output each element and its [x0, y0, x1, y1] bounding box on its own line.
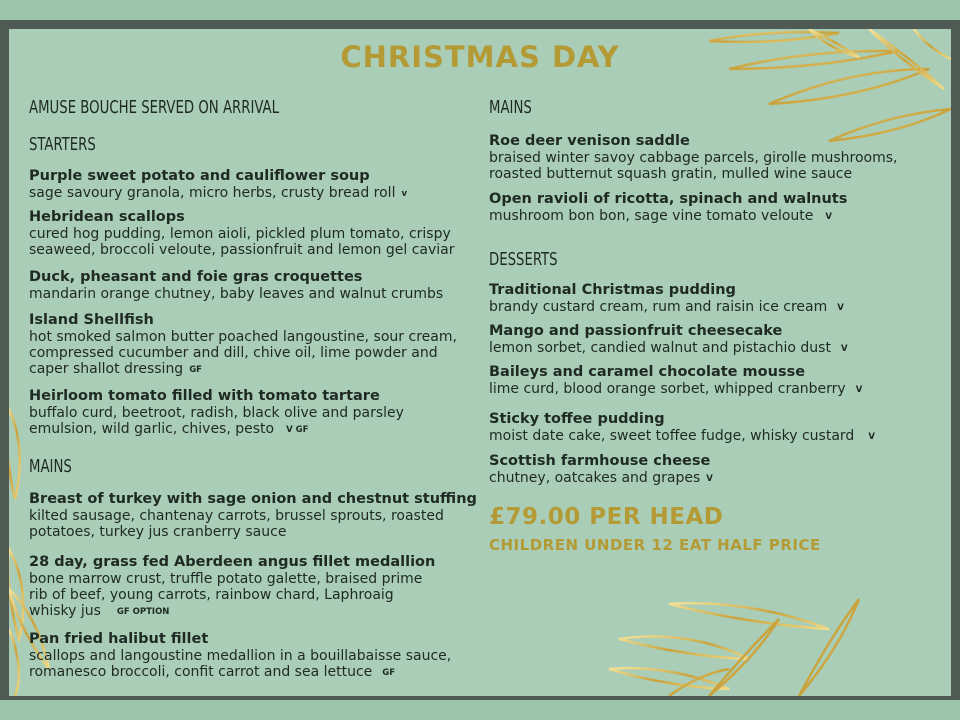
dish-name: 28 day, grass fed Aberdeen angus fillet medallion — [29, 554, 436, 570]
dietary-tag: GF — [382, 668, 396, 678]
dish-name: Traditional Christmas pudding — [489, 282, 736, 298]
dish-name: Baileys and caramel chocolate mousse — [489, 364, 806, 380]
dish-description: rib of beef, young carrots, rainbow chard, Laphroaig — [29, 587, 394, 603]
dish-description: brandy custard cream, rum and raisin ice cream V — [489, 299, 844, 315]
main-item — [29, 631, 451, 681]
dish-description: caper shallot dressing GF — [29, 361, 202, 377]
dish-description: compressed cucumber and dill, chive oil, lime powder and — [29, 345, 438, 361]
children-price-note: CHILDREN UNDER 12 EAT HALF PRICE — [489, 536, 821, 554]
dish-description: bone marrow crust, truffle potato galette, braised prime — [29, 571, 423, 587]
dietary-tag: V — [868, 432, 875, 442]
dish-description: scallops and langoustine medallion in a bouillabaisse sauce, — [29, 648, 452, 664]
dish-description: emulsion, wild garlic, chives, pesto V GF — [29, 421, 309, 437]
dish-description: potatoes, turkey jus cranberry sauce — [29, 524, 287, 540]
mains-heading-right: MAINS — [489, 97, 532, 118]
dish-description: braised winter savoy cabbage parcels, girolle mushrooms, — [489, 150, 898, 166]
dish-description: cured hog pudding, lemon aioli, pickled plum tomato, crispy — [29, 226, 451, 242]
starter-item — [29, 209, 454, 258]
dish-description: mushroom bon bon, sage vine tomato veloute V — [489, 208, 832, 224]
amuse-bouche-heading: AMUSE BOUCHE SERVED ON ARRIVAL — [29, 97, 279, 118]
starter-item — [29, 269, 443, 302]
dish-name: Island Shellfish — [29, 312, 154, 328]
dish-name: Roe deer venison saddle — [489, 133, 690, 149]
starter-item — [29, 168, 407, 202]
starter-item — [29, 388, 404, 438]
dish-name: Hebridean scallops — [29, 209, 185, 225]
dish-description: seaweed, broccoli veloute, passionfruit and lemon gel caviar — [29, 242, 455, 258]
mains-heading-left: MAINS — [29, 456, 72, 477]
dessert-item — [489, 282, 844, 316]
dish-name: Heirloom tomato filled with tomato tartare — [29, 388, 380, 404]
dish-description: chutney, oatcakes and grapes V — [489, 470, 713, 486]
leaf-sprig-bottom-right — [609, 599, 859, 696]
dish-name: Open ravioli of ricotta, spinach and walnuts — [489, 191, 848, 207]
dietary-tag: v — [401, 189, 408, 199]
dish-description: roasted butternut squash gratin, mulled wine sauce — [489, 166, 853, 182]
menu-title: CHRISTMAS DAY — [340, 40, 620, 74]
dish-name: Duck, pheasant and foie gras croquettes — [29, 269, 363, 285]
desserts-heading: DESSERTS — [489, 249, 558, 270]
dish-name: Purple sweet potato and cauliflower soup — [29, 168, 370, 184]
dish-description: sage savoury granola, micro herbs, crusty bread roll v — [29, 185, 408, 201]
dietary-tag: GF OPTION — [116, 607, 170, 617]
dietary-tag: V — [825, 212, 832, 222]
dietary-tag: V — [837, 303, 844, 313]
dish-name: Sticky toffee pudding — [489, 411, 665, 427]
dish-name: Breast of turkey with sage onion and chestnut stuffing — [29, 491, 477, 507]
dish-name: Mango and passionfruit cheesecake — [489, 323, 783, 339]
dietary-tag: V — [706, 474, 713, 484]
dietary-tag: GF — [189, 365, 202, 375]
dish-description: moist date cake, sweet toffee fudge, whisky custard V — [489, 428, 875, 444]
menu-card — [9, 29, 951, 696]
dish-description: lime curd, blood orange sorbet, whipped cranberry V — [489, 381, 863, 397]
main-item — [489, 191, 847, 225]
dessert-item — [489, 323, 848, 357]
starters-heading: STARTERS — [29, 134, 96, 155]
dish-description: romanesco broccoli, confit carrot and sea lettuce GF — [29, 664, 396, 680]
dessert-item — [489, 364, 862, 398]
dish-name: Scottish farmhouse cheese — [489, 453, 711, 469]
dish-name: Pan fried halibut fillet — [29, 631, 209, 647]
dish-description: buffalo curd, beetroot, radish, black olive and parsley — [29, 405, 404, 421]
dish-description: kilted sausage, chantenay carrots, brussel sprouts, roasted — [29, 508, 444, 524]
dish-description: lemon sorbet, candied walnut and pistachio dust V — [489, 340, 848, 356]
dish-description: hot smoked salmon butter poached langoustine, sour cream, — [29, 329, 457, 345]
dietary-tag: V — [840, 344, 848, 354]
dessert-item — [489, 453, 713, 487]
dietary-tag: V — [855, 385, 863, 395]
dish-description: whisky jus GF OPTION — [29, 603, 170, 619]
main-item — [29, 554, 435, 620]
main-item — [489, 133, 898, 182]
price-per-head: £79.00 PER HEAD — [489, 504, 724, 530]
starter-item — [29, 312, 457, 378]
dessert-item — [489, 411, 875, 445]
main-item — [29, 491, 477, 540]
dish-description: mandarin orange chutney, baby leaves and walnut crumbs — [29, 286, 444, 302]
dietary-tag: V GF — [286, 425, 309, 435]
